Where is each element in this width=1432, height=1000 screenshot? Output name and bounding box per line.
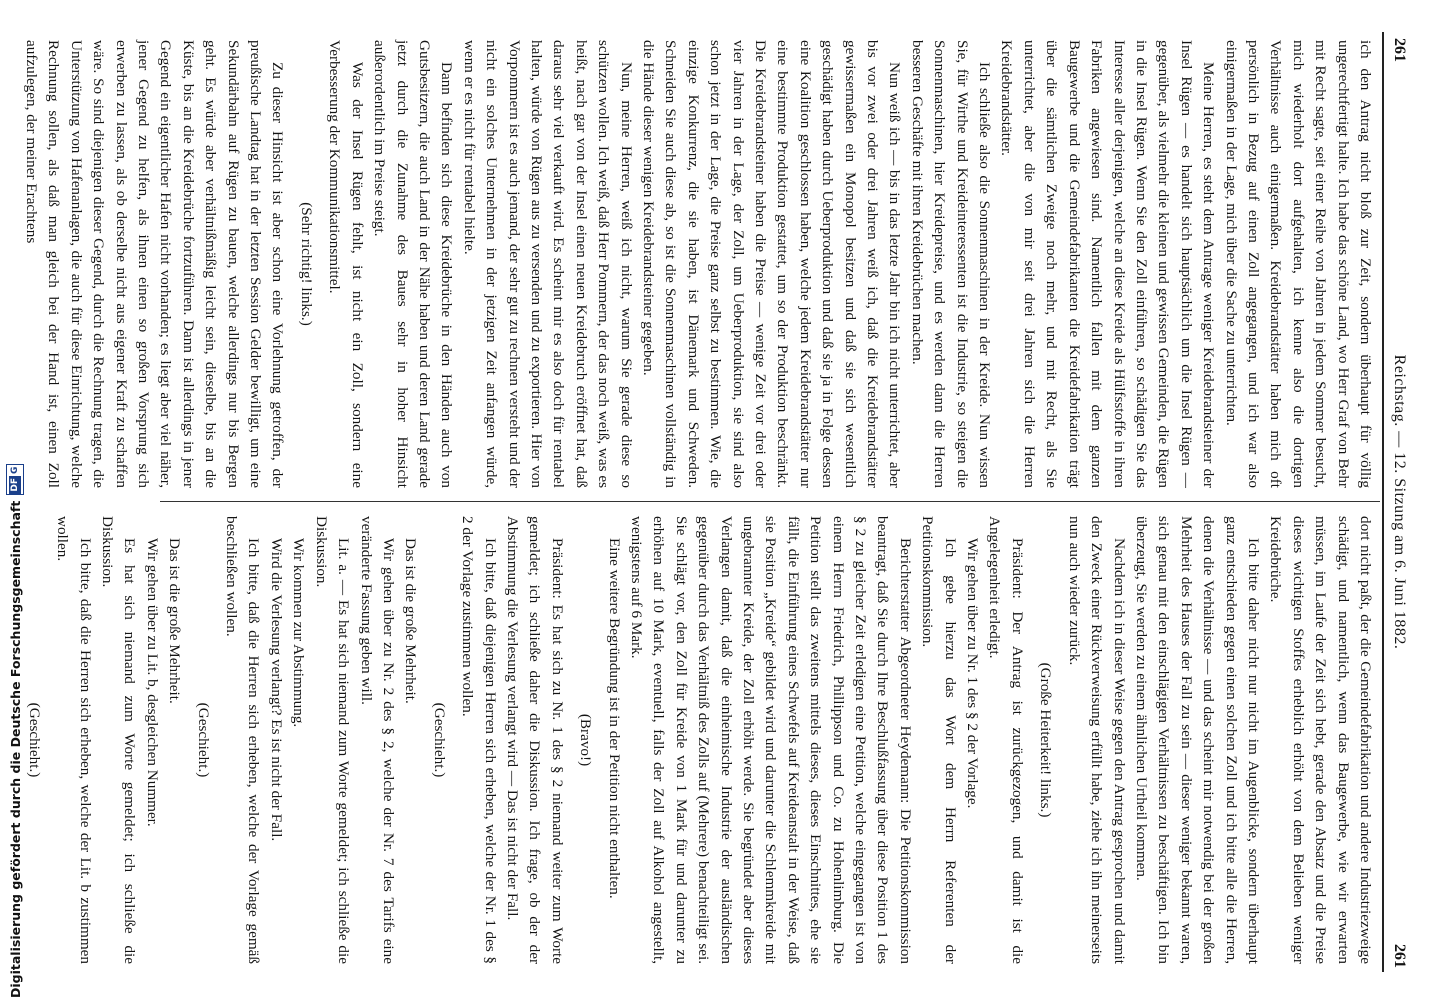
paragraph: Nun, meine Herren, weiß ich nicht, warum Sie gerade diese so schützen wollen. Ich weiß, daß Herr Pommern, der das noch weiß, was es heißt, nach gar von der Insel einen neuen Kreidebruch eröffnet hat, daß daraus sehr viel verkauft wird. Es scheint mir es also doch für rentabel halten, würde von Rügen aus zu versenden und zu exportieren. Hier von Vorpommern ist es auch jemand, der sehr gut zu rechnen versteht und der nicht ein solches Unternehmen in der jetzigen Zeit anfangen würde, wenn er es nicht für rentabel hielte. [460,40,635,488]
paragraph: Ich schließe also die Sonnenmaschinen in der Kreide. Nun wissen Sie, für Wirthe und Kreideinteressenten ist die Industrie, so steigen die Sonnenmaschinen, hier Kreidepreise, und es werden dann die Herren besseren Geschäfte mit ihren Kreidebrüchen machen. [908,40,994,488]
header-rule [1382,32,1384,972]
page-number-right: 261 [1391,944,1408,968]
document-page [23,32,1410,972]
paragraph: Wir gehen über zu Lit. b, desgleichen Nummer. [143,538,161,827]
paragraph: ich den Antrag nicht bloß zur Zeit, sondern überhaupt für völlig ungerechtfertigt halte. Ich habe das schöne Land, wo Herr Graf von Behr mit Recht sagte, seit einer Reihe von Jahren in jedem Sommer besucht, mich wiederholt dort aufgehalten, ich kenne also die dortigen Verhältnisse auch einigermaßen. Kreidebrandstätter haben mich oft persönlich in Bezug auf einen Zoll angegangen, und ich war also einigermaßen in der Lage, mich über die Sache zu unterrichten. [1222,40,1374,488]
paragraph: Dann befinden sich diese Kreidebrüche in den Händen auch von Gutsbesitzern, die auch Land in der Nähe haben und deren Land gerade jetzt durch die Zunahme des Baues sehr in hoher Hinsicht außerordentlich im Preise steigt. [371,40,456,488]
interjection: (Geschieht.) [194,702,212,778]
paragraph: Zu dieser Hinsicht ist aber schon eine Vorlehnung getroffen, der preußische Landtag hat in der letzten Session Gelder bewilligt, um eine Sekundärbahn auf Rügen zu bauen, welche allerdings nur bis Bergen geht. Es würde aber verhältnißmäßig leicht sein, dieselbe, bis an die Küste, bis an die Kreidebrüche fortzuführen. Dann ist allerdings in jener Gegend ein eigentlicher Hafen nicht vorhanden; es liegt aber viel näher, jener Gegend zu helfen, als ihnen einen so großen Vorsprung sich erwerben zu lassen, als ob derselbe nicht aus eigener Kraft zu schaffen wäre. So sind diejenigen dieser Gegend, durch die Rechnung tragen, die Unterstützung von Hafenanlagen, die auch für diese Einrichtung, welche Rechnung sollen, als daß man gleich bei der Hand ist, einen Zoll aufzulegen, der meiner Erachtens [23,40,287,488]
paragraph: Ich bitte daher nicht nur nicht im Augenblicke, sondern überhaupt ganz entschieden gegen einen solchen Zoll und ich bitte alle die Herren, denen die Verhältnisse — und das scheint mir notwendig bei der großen Mehrheit des Hauses der Fall zu sein — dieser weniger bekannt waren, sich genau mit den einschlägigen Verhältnissen zu beschäftigen. Ich bin überzeugt, Sie werden zu einem ähnlichen Urtheil kommen. [1132,516,1262,964]
paragraph: Nun weiß ich — bis in das letzte Jahr bin ich nicht unterrichtet, aber bis vor zwei oder drei Jahren weiß ich, daß die Kreidebrandstätter gewissermaßen ein Monopol besitzen und daß sie sich wesentlich geschädigt haben durch Ueberproduktion und daß sie ja in Folge dessen eine Koalition geschlossen haben, welche jedem Kreidebrandstätter nur eine bestimmte Produktion gestattet, um so der Produktion beschränkt. Die Kreidebrandsteiner haben die Preise — wenige Zeit vor drei oder vier Jahren in der Lage, der Zoll, um Ueberproduktion, sie sind also schon jetzt in der Lage, die Preise ganz selbst zu bestimmen. Wie, die einzige Konkurrenz, die sie haben, ist Dänemark und Schweden. Schneiden Sie auch diese ab, so ist die Sonnenmaschinen vollständig in die Hände dieser wenigen Kreidebrandsteiner gegeben. [640,40,904,488]
paragraph: Wir gehen über zu Nr. 1 des § 2 der Vorlage. [964,538,982,809]
interjection: (Sehr richtig! links.) [297,202,315,326]
speaker-paragraph: Berichterstatter Abgeordneter Heydemann: Die Petitionskommission beantragt, daß Sie durch Ihre Beschlußfassung über diese Position 1 des § 2 zu gleicher Zeit erledigen eine Petition, welche eingegangen ist von einem Herrn Friedrich, Phillippson und Co. zu Hohenlimburg. Die Petition stellt das zweitens mittels dieses, dieses Einschnittes, ehe sie fällt, die Einführung eines Schwefels auf Kreideanstalt in der Weise, daß sie Position „Kreide“ gebildet wird und darunter die Schlemmkreide mit ungebrannter Kreide, der Zoll erhöht werde. Sie begründet aber dieses Verlangen damit, daß die einheimische Industrie der ausländischen gegenüber durch das Verhältniß des Zolls auf (Mehrere) benachteiligt sei. Sie schlägt vor, den Zoll für Kreide von 1 Mark für und darunter zu erhöhen auf 10 Mark, eventuell, falls der Zoll auf Alkohol angestellt, wenigstens auf 6 Mark. [628,516,914,964]
page-number-left: 261 [1391,38,1408,62]
paragraph: Lit. a. — Es hat sich niemand zum Worte gemeldet; ich schließe die Diskussion. [312,516,353,964]
paragraph: Ich bitte, daß die Herren sich erheben, welche der Lit. b zustimmen wollen. [54,516,94,964]
column-divider [160,501,1380,502]
paragraph: Das ist die große Mehrheit. [166,538,184,704]
interjection: (Große Heiterkeit! links.) [1037,662,1055,818]
interjection: (Geschieht.) [430,702,448,778]
paragraph: Wir gehen über zu Nr. 2 des § 2, welche der Nr. 7 des Tarifs eine veränderte Fassung geben will. [357,516,397,964]
paragraph: Was der Insel Rügen fehlt, ist nicht ein Zoll, sondern eine Verbesserung der Kommunikationsmittel. [326,40,366,488]
paragraph: Es hat sich niemand zum Worte gemeldet; ich schließe die Diskussion. [99,516,139,964]
paragraph: Meine Herren, es steht dem Antrage weniger Kreidebrandsteiner der Insel Rügen — es handelt sich hauptsächlich um die Insel Rügen — gegenüber, als vielmehr die kleinen und gewissen Gemeinden, die Rügen in die Insel Rügen. Wenn Sie den Zoll einführen, so schädigen Sie das Interesse aller derjenigen, welche an diese Kreide als Hülfsstoffe in ihren Fabriken angewiesen sind. Namentlich fallen mit dem ganzen Baugewerbe und die Gemeindefabrikanten die Kreidefabrikation trägt über die sämtlichen Zweige noch mehr, und mit Recht, als Sie unterrichtet, aber die von mir seit drei Jahren sich die Herren Kreidebrandstätter. [998,40,1218,488]
paragraph: Ich bitte, daß diejenigen Herren sich erheben, welche der Nr. 1 des § 2 der Vorlage zustimmen wollen. [459,516,499,964]
paragraph: Wir kommen zur Abstimmung. [290,538,308,728]
paragraph: Wird die Verlesung verlangt? Es ist nicht der Fall. [267,538,285,842]
interjection: (Bravo!) [577,713,595,767]
paragraph: Das ist die große Mehrheit. [402,538,420,704]
running-title: Reichstag. — 12. Sitzung am 6. Juni 1882. [1391,354,1408,650]
paragraph: Ich gebe hierzu das Wort dem Herrn Referenten der Petitionskommission. [919,516,959,964]
speaker-paragraph: Präsident: Der Antrag ist zurückgezogen, und damit ist die Angelegenheit erledigt. [986,516,1026,964]
dfg-logo-part-b: G [10,466,20,475]
page-header [1386,32,1410,972]
paragraph: Nachdem ich in dieser Weise gegen den Antrag gesprochen und damit den Zweck einer Rückverweisung erfüllt habe, ziehe ich ihn meinerseits nun auch wieder zurück. [1065,516,1128,964]
interjection: (Geschieht.) [25,702,43,778]
paragraph: Eine weitere Begründung ist in der Petition nicht enthalten. [605,538,623,899]
speaker-paragraph: Präsident: Es hat sich zu Nr. 1 des § 2 niemand weiter zum Worte gemeldet; ich schließe daher die Diskussion. Ich frage, ob der der Abstimmung die Verlesung verlangt wird — Das ist nicht der Fall. [503,516,566,964]
digitization-note: Digitalisierung gefördert durch die Deutsche Forschungsgemeinschaft [7,500,23,998]
left-column [20,40,1376,488]
dfg-logo-part-a: DF [10,478,20,492]
paragraph: dort nicht paßt, der die Gemeindefabrikation und andere Industriezweige schädigt, und namentlich, wenn das Baugewerbe, wie wir erwarten müssen, im Laufe der Zeit sich hebt, gerade den Absatz und die Preise dieses wichtigen Stoffes erheblich erhöht von dem Belieben weniger Kreidebrüche. [1267,516,1374,964]
paragraph: Ich bitte, daß die Herren sich erheben, welche der Vorlage gemäß beschließen wollen. [223,516,263,964]
right-column [0,516,1376,964]
